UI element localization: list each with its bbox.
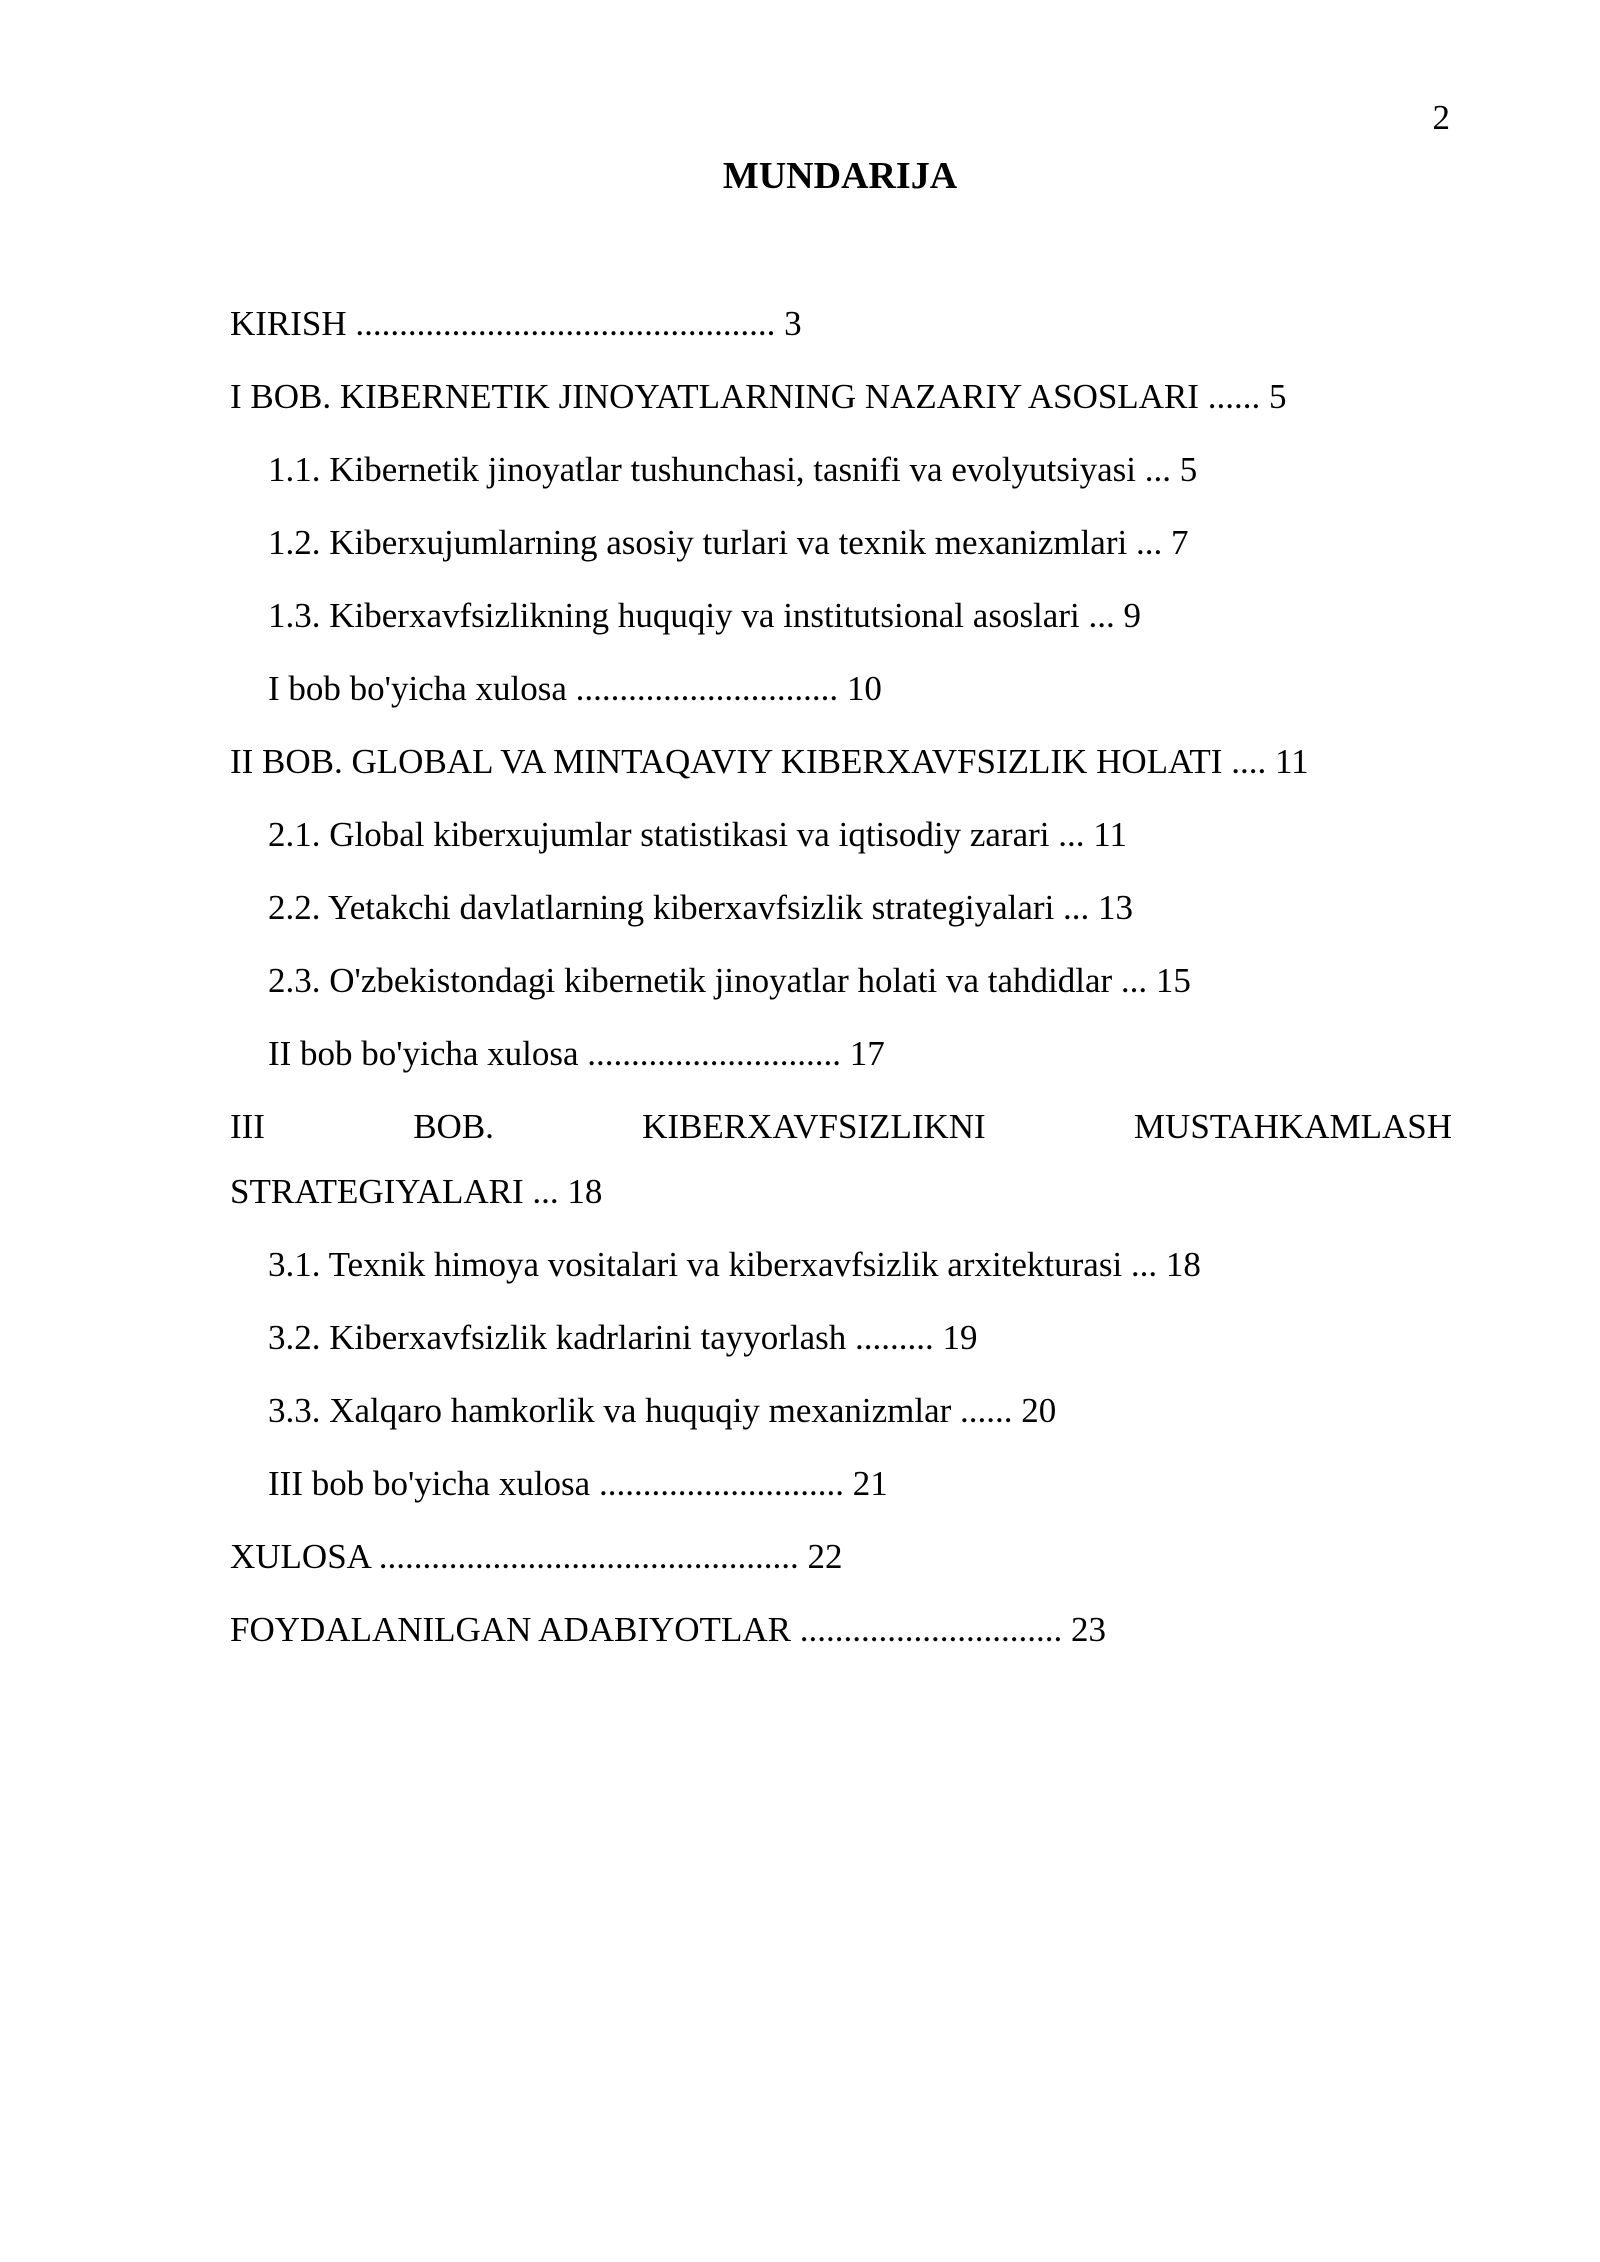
toc-entry-chapter-1: I BOB. KIBERNETIK JINOYATLARNING NAZARIY ASOSLARI ...... 5 <box>230 377 1287 416</box>
toc-entry-chapter-2: II BOB. GLOBAL VA MINTAQAVIY KIBERXAVFSIZLIK HOLATI .... 11 <box>230 742 1309 781</box>
toc-word: BOB. <box>413 1107 494 1146</box>
toc-word: III <box>230 1107 265 1146</box>
toc-entry-chapter-3-line-2: STRATEGIYALARI ... 18 <box>230 1172 603 1211</box>
toc-entry-section-3-3: 3.3. Xalqaro hamkorlik va huquqiy mexanizmlar ...... 20 <box>268 1391 1057 1430</box>
toc-entry-section-3-2: 3.2. Kiberxavfsizlik kadrlarini tayyorlash ......... 19 <box>268 1318 978 1357</box>
toc-entry-chapter-3 <box>230 1105 1452 1214</box>
toc-word: MUSTAHKAMLASH <box>1133 1107 1452 1146</box>
toc-entry-section-2-1: 2.1. Global kiberxujumlar statistikasi va iqtisodiy zarari ... 11 <box>268 815 1127 854</box>
toc-word: KIBERXAVFSIZLIKNI <box>642 1107 986 1146</box>
toc-entry-adabiyotlar: FOYDALANILGAN ADABIYOTLAR .............................. 23 <box>230 1610 1106 1649</box>
toc-entry-section-2-3: 2.3. O'zbekistondagi kibernetik jinoyatlar holati va tahdidlar ... 15 <box>268 961 1191 1000</box>
page-number: 2 <box>1432 98 1450 137</box>
toc-entry-kirish: KIRISH ................................................ 3 <box>230 304 802 343</box>
toc-entry-section-1-2: 1.2. Kiberxujumlarning asosiy turlari va texnik mexanizmlari ... 7 <box>268 523 1189 562</box>
toc-entry-chapter-1-conclusion: I bob bo'yicha xulosa .............................. 10 <box>268 669 882 708</box>
toc-entry-xulosa: XULOSA ................................................ 22 <box>230 1537 843 1576</box>
toc-entry-section-1-1: 1.1. Kibernetik jinoyatlar tushunchasi, tasnifi va evolyutsiyasi ... 5 <box>268 450 1198 489</box>
toc-entry-chapter-3-line-1 <box>230 1105 1452 1149</box>
page-title: MUNDARIJA <box>722 155 958 197</box>
toc-entry-section-2-2: 2.2. Yetakchi davlatlarning kiberxavfsizlik strategiyalari ... 13 <box>268 888 1134 927</box>
toc-entry-section-1-3: 1.3. Kiberxavfsizlikning huquqiy va institutsional asoslari ... 9 <box>268 596 1141 635</box>
toc-entry-section-3-1: 3.1. Texnik himoya vositalari va kiberxavfsizlik arxitekturasi ... 18 <box>268 1245 1201 1284</box>
table-of-contents <box>230 302 1452 1681</box>
toc-entry-chapter-2-conclusion: II bob bo'yicha xulosa ............................. 17 <box>268 1034 885 1073</box>
toc-entry-chapter-3-conclusion: III bob bo'yicha xulosa ............................ 21 <box>268 1464 888 1503</box>
